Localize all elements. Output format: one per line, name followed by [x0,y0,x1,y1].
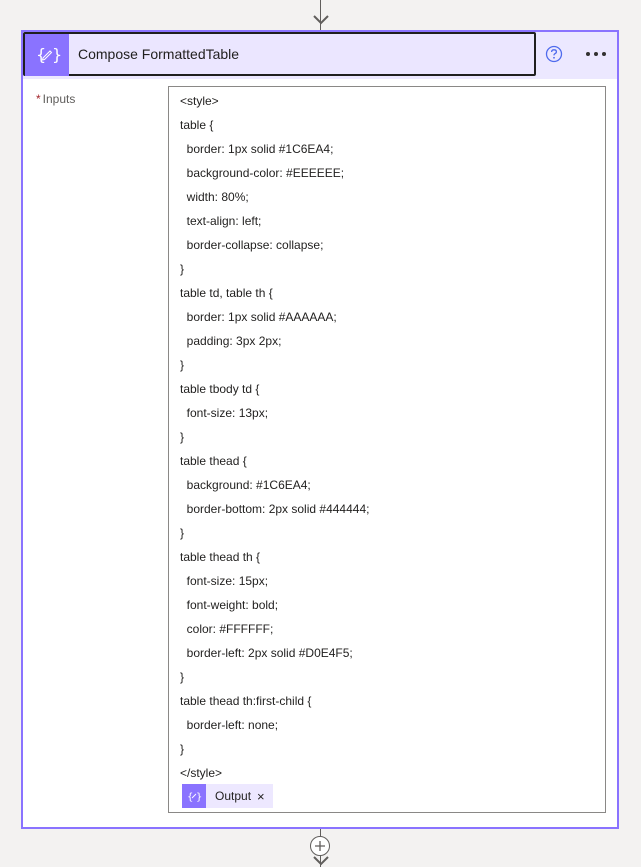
arrow-down-icon [311,12,331,28]
code-line: } [180,430,185,444]
svg-text:{: { [187,792,194,803]
code-line: border: 1px solid #AAAAAA; [180,310,337,324]
code-line: table { [180,118,214,132]
help-button[interactable] [544,44,564,64]
action-header [23,32,617,79]
code-line: table thead th:first-child { [180,694,312,708]
code-line: background-color: #EEEEEE; [180,166,345,180]
add-icon [314,840,326,852]
compose-action-card [21,30,619,829]
more-options-button[interactable] [583,42,609,66]
code-line: } [180,742,185,756]
code-line: table thead { [180,454,247,468]
code-line: font-size: 15px; [180,574,269,588]
action-title-bar[interactable] [23,32,536,76]
help-icon [545,45,563,63]
code-line: } [180,358,185,372]
expression-icon [182,784,206,808]
code-line: font-weight: bold; [180,598,279,612]
action-title: Compose FormattedTable [78,46,240,62]
token-label: Output [215,789,252,803]
code-line: border: 1px solid #1C6EA4; [180,142,334,156]
code-line: } [180,526,185,540]
svg-text:{: { [36,45,47,64]
svg-text:}: } [52,45,63,64]
code-line: color: #FFFFFF; [180,622,274,636]
required-marker: * [36,92,41,106]
more-options-icon [585,51,607,57]
code-line: padding: 3px 2px; [180,334,282,348]
code-line: table td, table th { [180,286,273,300]
code-line: </style> [180,766,223,780]
dynamic-content-token[interactable] [182,784,273,808]
arrow-down-icon [311,855,331,867]
svg-text:}: } [196,792,203,803]
inputs-label-text: Inputs [42,92,76,106]
add-step-button[interactable] [310,836,330,856]
code-line: font-size: 13px; [180,406,269,420]
code-line: <style> [180,94,219,108]
token-remove-button[interactable]: × [257,788,265,804]
code-line: border-left: 2px solid #D0E4F5; [180,646,353,660]
code-line: } [180,670,185,684]
compose-icon [25,34,69,76]
inputs-editor[interactable] [168,86,606,813]
code-line: background: #1C6EA4; [180,478,311,492]
code-line: width: 80%; [180,190,249,204]
code-line: table tbody td { [180,382,260,396]
code-line: } [180,262,185,276]
inputs-label [36,92,75,106]
code-line: border-bottom: 2px solid #444444; [180,502,370,516]
code-line: border-collapse: collapse; [180,238,324,252]
code-line: table thead th { [180,550,261,564]
code-line: border-left: none; [180,718,279,732]
code-line: text-align: left; [180,214,262,228]
